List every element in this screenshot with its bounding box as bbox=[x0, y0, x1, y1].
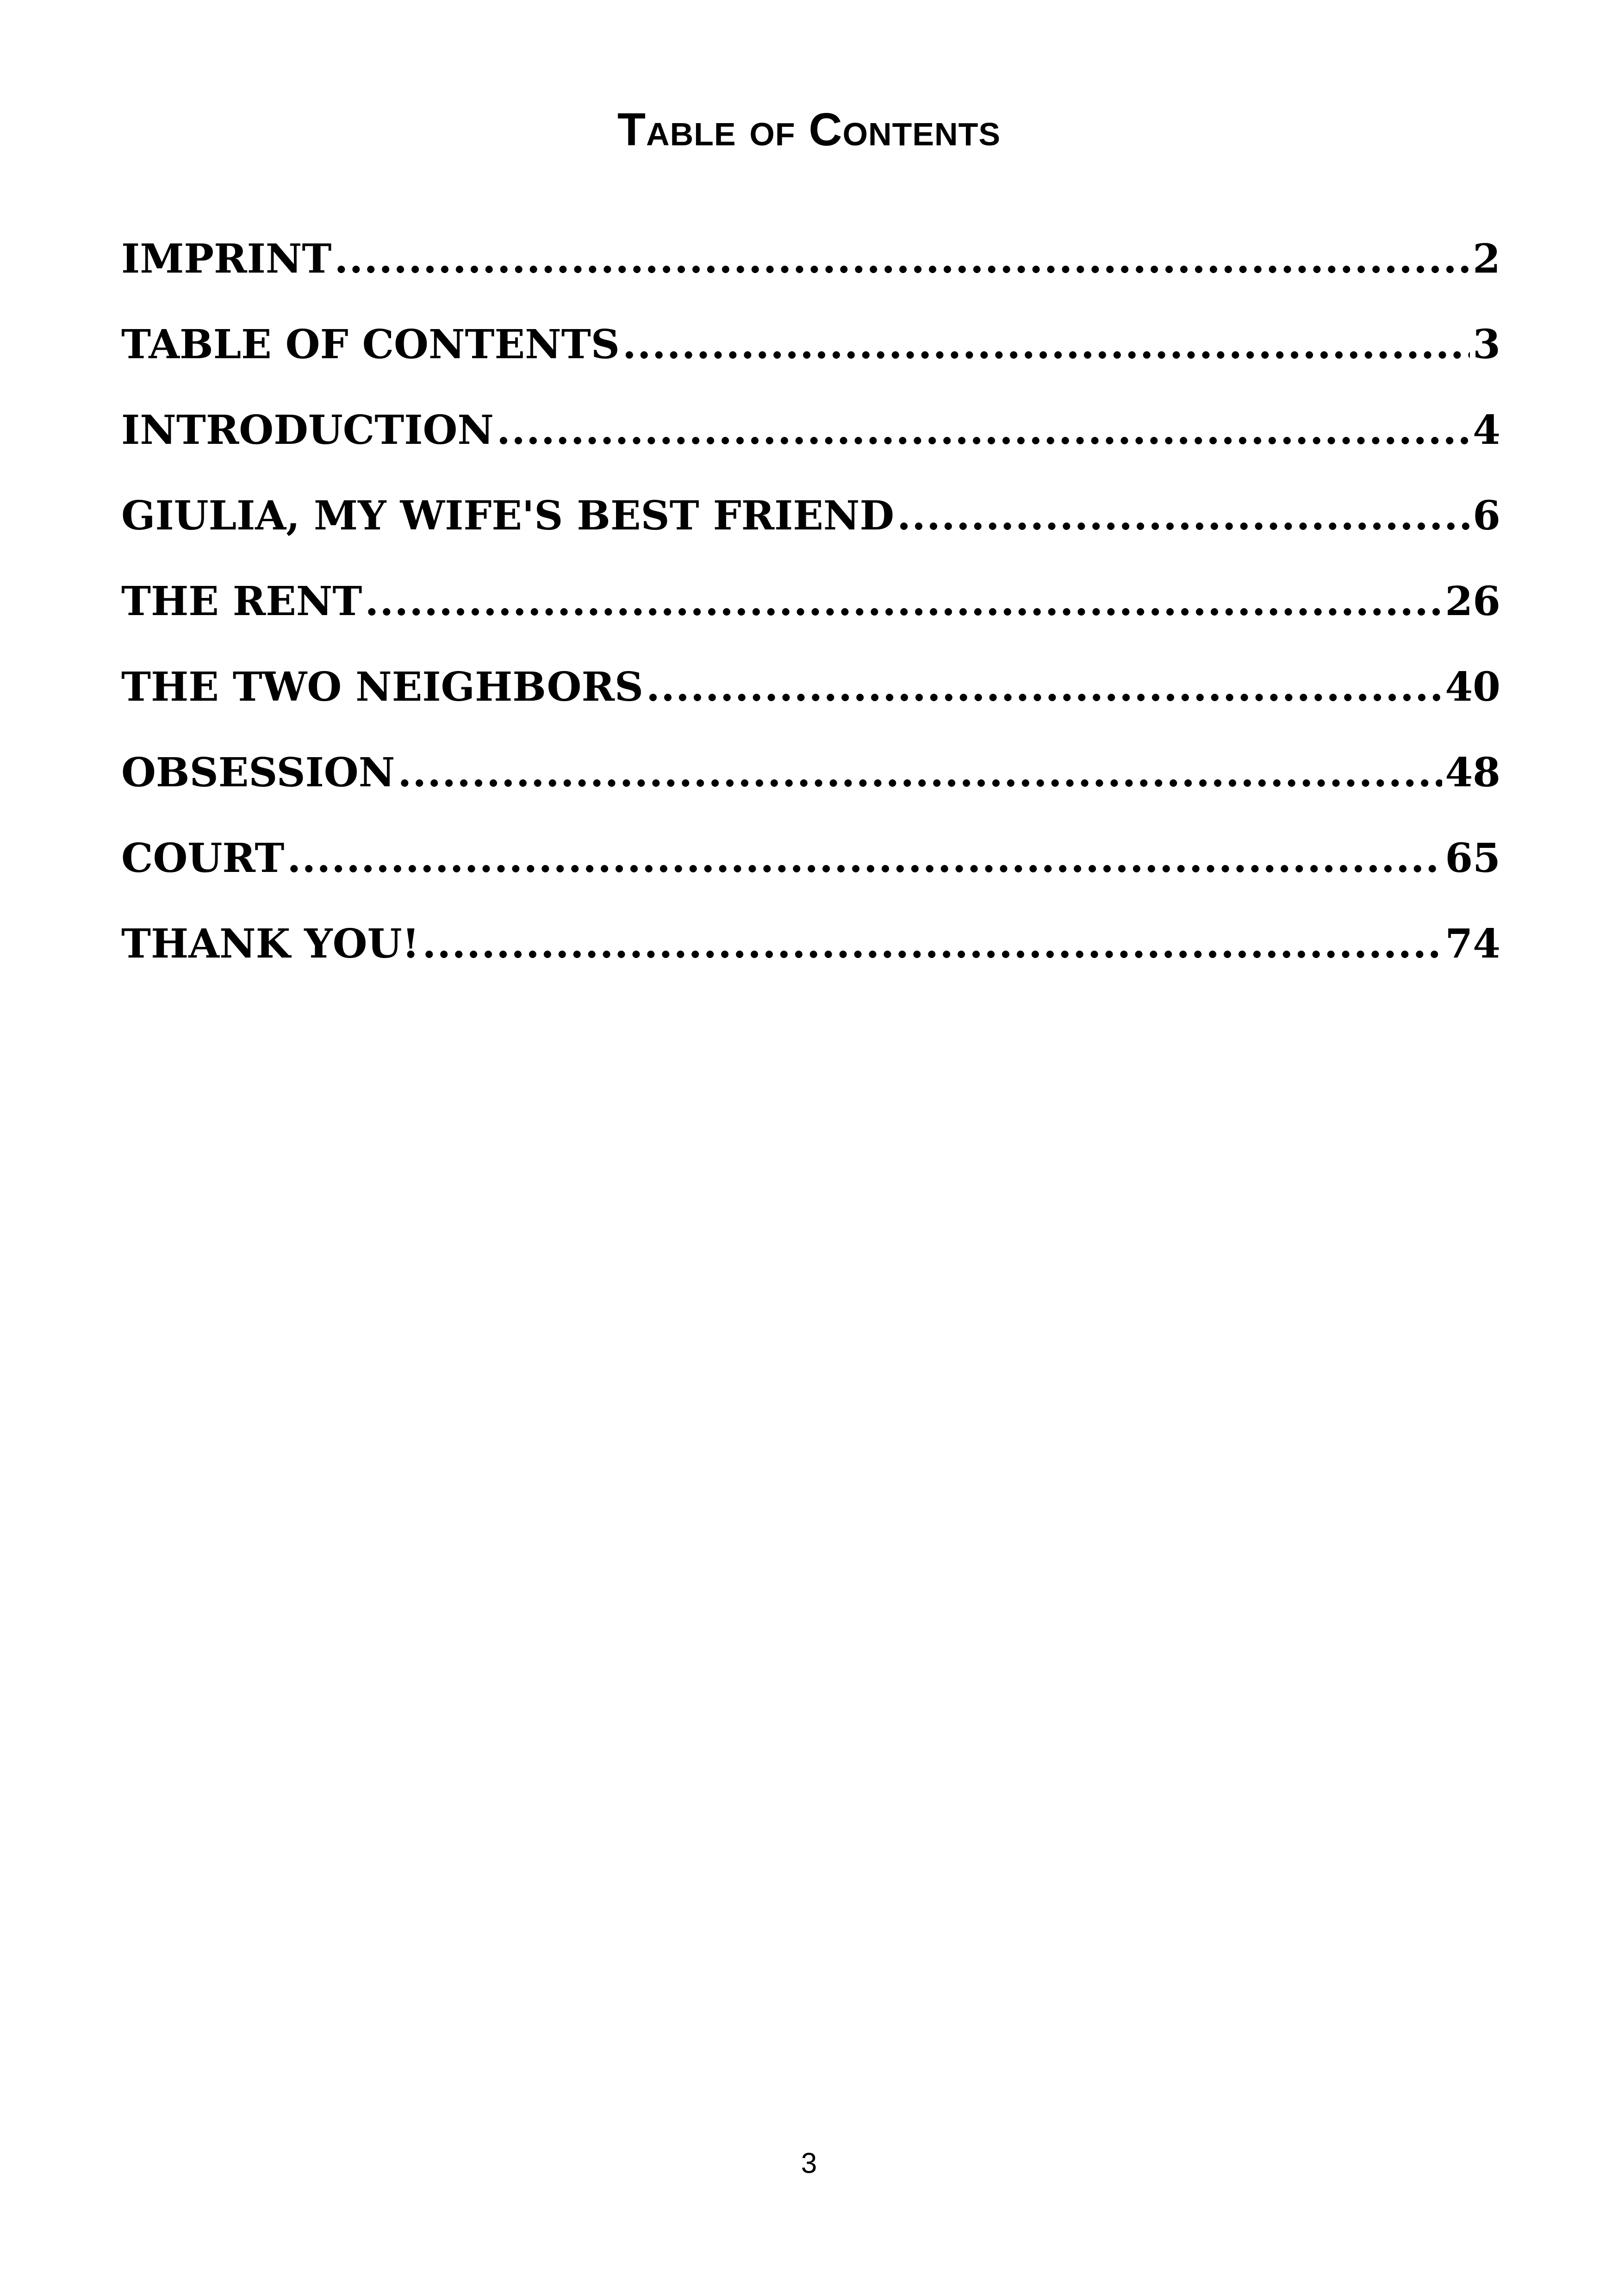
toc-entry-the-rent[interactable] bbox=[121, 574, 1500, 660]
toc-entry-label: GIULIA, MY WIFE'S BEST FRIEND bbox=[121, 492, 895, 539]
dot-leader bbox=[622, 317, 1470, 373]
toc-entry-label: OBSESSION bbox=[121, 749, 395, 796]
dot-leader bbox=[897, 488, 1470, 544]
toc-entry-the-two-neighbors[interactable] bbox=[121, 660, 1500, 745]
page-number: 3 bbox=[801, 2147, 817, 2179]
toc-list bbox=[121, 231, 1500, 1002]
dot-leader bbox=[287, 831, 1442, 886]
toc-entry-page-number: 26 bbox=[1445, 578, 1500, 625]
dot-leader bbox=[497, 403, 1470, 458]
dot-leader bbox=[334, 231, 1470, 287]
toc-entry-giulia[interactable] bbox=[121, 488, 1500, 574]
dot-leader bbox=[365, 574, 1442, 629]
toc-entry-page-number: 3 bbox=[1473, 321, 1500, 368]
toc-entry-page-number: 4 bbox=[1473, 407, 1500, 454]
toc-entry-page-number: 74 bbox=[1445, 921, 1500, 967]
toc-entry-label: IMPRINT bbox=[121, 236, 332, 282]
toc-entry-label: THE RENT bbox=[121, 578, 362, 625]
toc-entry-label: THANK YOU! bbox=[121, 921, 420, 967]
toc-entry-page-number: 65 bbox=[1445, 835, 1500, 882]
toc-entry-label: INTRODUCTION bbox=[121, 407, 494, 454]
toc-entry-page-number: 6 bbox=[1473, 492, 1500, 539]
toc-entry-page-number: 40 bbox=[1445, 664, 1500, 710]
toc-entry-page-number: 2 bbox=[1473, 236, 1500, 282]
toc-entry-introduction[interactable] bbox=[121, 403, 1500, 488]
toc-entry-thank-you[interactable] bbox=[121, 916, 1500, 1002]
dot-leader bbox=[646, 660, 1442, 715]
toc-entry-label: THE TWO NEIGHBORS bbox=[121, 664, 644, 710]
toc-entry-obsession[interactable] bbox=[121, 745, 1500, 831]
toc-entry-label: TABLE OF CONTENTS bbox=[121, 321, 620, 368]
page-title: Table of Contents bbox=[617, 104, 1001, 156]
toc-entry-page-number: 48 bbox=[1445, 749, 1500, 796]
dot-leader bbox=[422, 916, 1442, 972]
toc-entry-court[interactable] bbox=[121, 831, 1500, 916]
toc-entry-imprint[interactable] bbox=[121, 231, 1500, 317]
toc-entry-table-of-contents[interactable] bbox=[121, 317, 1500, 403]
toc-entry-label: COURT bbox=[121, 835, 285, 882]
dot-leader bbox=[398, 745, 1442, 801]
